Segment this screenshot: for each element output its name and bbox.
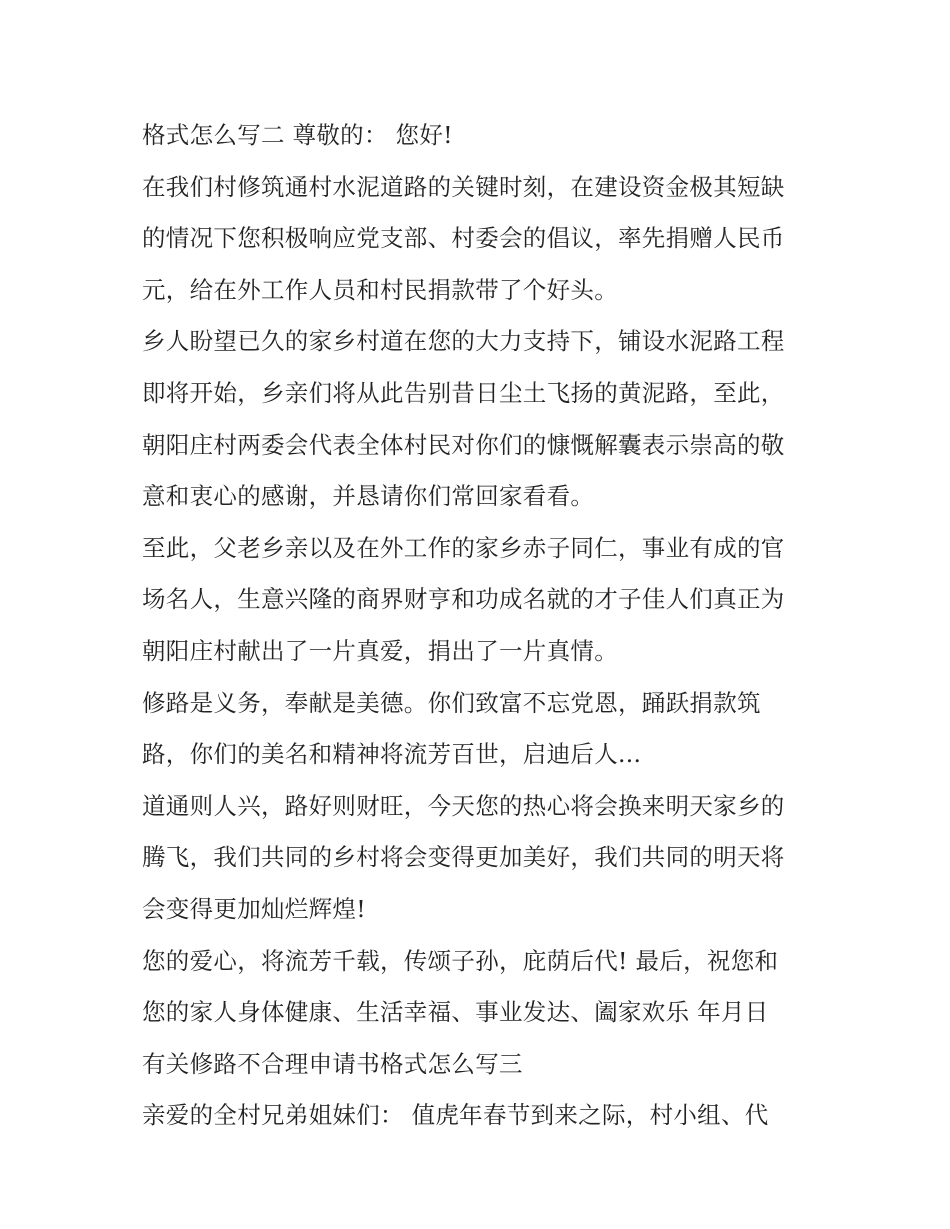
text-line: 朝阳庄村献出了一片真爱，捐出了一片真情。 (142, 636, 618, 665)
text-line: 有关修路不合理申请书格式怎么写三 (142, 1049, 523, 1078)
text-line: 您的家人身体健康、生活幸福、事业发达、阖家欢乐 年月日 (142, 998, 769, 1027)
text-line: 的情况下您积极响应党支部、村委会的倡议，率先捐赠人民币 (142, 224, 785, 253)
text-line: 您的爱心，将流芳千载，传颂子孙，庇荫后代! 最后，祝您和 (142, 946, 779, 975)
text-line: 场名人，生意兴隆的商界财亨和功成名就的才子佳人们真正为 (142, 585, 785, 614)
text-line: 格式怎么写二 尊敬的： 您好! (142, 121, 453, 149)
text-line: 朝阳庄村两委会代表全体村民对你们的慷慨解囊表示崇高的敬 (142, 430, 785, 459)
document-body (142, 110, 822, 1142)
text-line: 腾飞，我们共同的乡村将会变得更加美好，我们共同的明天将 (142, 843, 785, 872)
text-line: 乡人盼望已久的家乡村道在您的大力支持下，铺设水泥路工程 (142, 327, 785, 356)
text-line: 会变得更加灿烂辉煌! (142, 894, 366, 923)
text-line: 道通则人兴，路好则财旺，今天您的热心将会换来明天家乡的 (142, 791, 785, 820)
text-line: 元，给在外工作人员和村民捐款带了个好头。 (142, 275, 618, 304)
text-line: 在我们村修筑通村水泥道路的关键时刻，在建设资金极其短缺 (142, 172, 785, 201)
text-line: 至此，父老乡亲以及在外工作的家乡赤子同仁，事业有成的官 (142, 533, 785, 562)
text-line: 即将开始，乡亲们将从此告别昔日尘土飞扬的黄泥路，至此， (142, 378, 785, 407)
text-line: 意和衷心的感谢，并恳请你们常回家看看。 (142, 482, 595, 511)
text-line: 修路是义务，奉献是美德。你们致富不忘党恩，踊跃捐款筑 (142, 688, 761, 717)
text-line: 路，你们的美名和精神将流芳百世，启迪后人... (142, 740, 642, 769)
text-line: 亲爱的全村兄弟姐妹们： 值虎年春节到来之际，村小组、代 (142, 1101, 769, 1130)
